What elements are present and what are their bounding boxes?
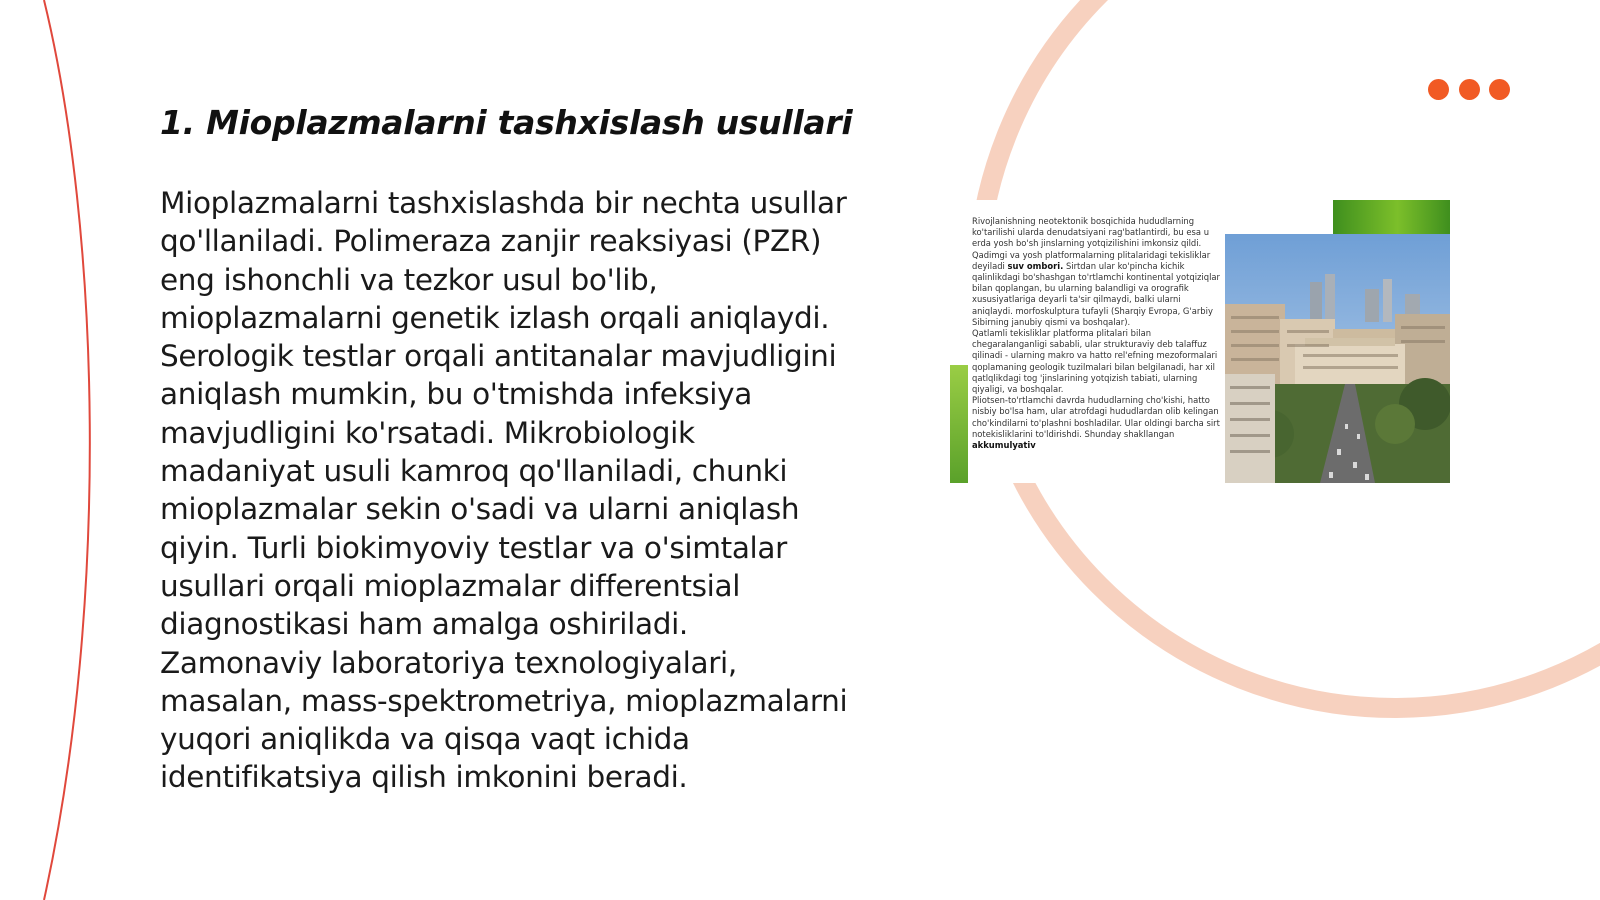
slide-body-text: Mioplazmalarni tashxislashda bir nechta usullar qo'llaniladi. Polimeraza zanjir reaksiyasi (PZR) eng ishonchli va tezkor usul bo'lib, mioplazmalarni genetik izlash orqali aniqlaydi. Serologik testlar orqali antitanalar mavjudligini aniqlash mumkin, bu o'tmishda infeksiya mavjudligini ko'rsatadi. Mikrobiologik madaniyat usuli kamroq qo'llaniladi, chunki mioplazmalar sekin o'sadi va ularni aniqlash qiyin. Turli biokimyoviy testlar va o'simtalar usullari orqali mioplazmalar differentsial diagnostikasi ham amalga oshiriladi. Zamonaviy laboratoriya texnologiyalari, masalan, mass-spektrometriya, mioplazmalarni yuqori aniqlikda va qisqa vaqt ichida identifikatsiya qilish imkonini beradi. [160,186,848,795]
image-text-bold: akkumulyativ [972,440,1036,451]
image-text-part: Pliotsen-to'rtlamchi davrda hududlarning cho'kishi, hatto nisbiy bo'lsa ham, ular atrofdagi hududlardan olib kelingan cho'kindilarni to'plashni boshladilar. Ular oldingi barcha sirt notekisliklarini to'ldirishdi. Shunday shakllangan [972,395,1220,439]
decorative-dots [1428,79,1512,101]
image-text-part: Qatlamli tekisliklar platforma plitalari bilan chegaralanganligi sababli, ular strukturaviy deb talaffuz qilinadi - ularning makro va hatto rel'efning mezoformalari qoplamaning geologik tuzilmalari bilan belgilanadi, har xil qatlqlikdagi tog 'jinslarining yotqizish tabiati, ularning qiyaligi, va boshqalar. [972,328,1218,395]
green-tab-decoration [1333,200,1450,234]
orange-dot-icon [1428,79,1449,100]
city-photo [1225,234,1450,483]
textbook-page-image [950,200,1450,483]
green-strip-decoration [950,365,968,483]
slide-title: 1. Mioplazmalarni tashxislash usullari [160,103,853,142]
image-text-part: Rivojlanishning neotektonik bosqichida hududlarning ko'tarilishi ularda denudatsiyani rag'batlantirdi, bu esa u erda yosh bo'sh jinslarning yotqizilishini imkonsiz qildi. Qadimgi va yosh platformalarning plitalaridagi tekisliklar deyiladi [972,216,1211,271]
image-text [972,216,1222,451]
image-text-bold: suv ombori. [1007,260,1064,271]
orange-dot-icon [1489,79,1510,100]
orange-dot-icon [1459,79,1480,100]
image-text-part: Sirtdan ular ko'pincha kichik qalinlikdagi bo'shashgan to'rtlamchi kontinental yotqiziqlar bilan qoplangan, bu ularning balandligi va orografik xususiyatlariga deyarli ta'sir qilmaydi, balki ularni aniqlaydi. morfoskulptura tufayli (Sharqiy Evropa, G'arbiy Sibirning janubiy qismi va boshqalar). [972,260,1220,327]
left-curve-line [44,0,90,900]
